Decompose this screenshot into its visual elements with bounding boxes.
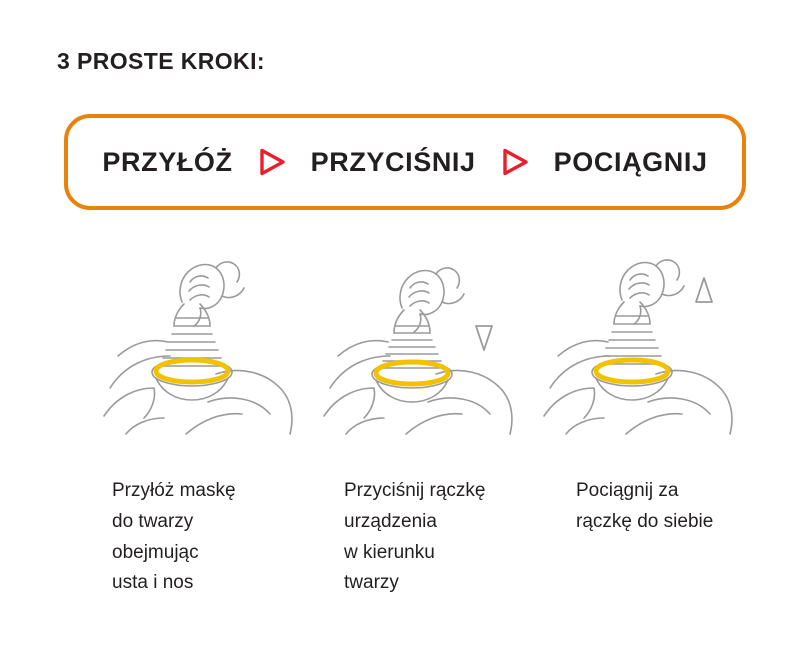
caption-line: w kierunku xyxy=(344,541,435,563)
caption-line: twarzy xyxy=(344,572,399,594)
illustration-step-1 xyxy=(90,238,310,443)
caption-line: do twarzy xyxy=(112,510,194,532)
play-triangle-icon xyxy=(498,145,532,179)
caption-line: Pociągnij za xyxy=(576,480,679,501)
step-label-3: POCIĄGNIJ xyxy=(553,146,708,177)
caption-line: Przyłóż maskę xyxy=(112,480,236,501)
illustration-step-2 xyxy=(310,238,530,443)
illustration-step-3 xyxy=(530,238,750,443)
caption-step-3 xyxy=(576,476,792,599)
caption-row xyxy=(112,476,792,599)
steps-banner xyxy=(64,114,746,210)
caption-line: urządzenia xyxy=(344,510,437,532)
play-triangle-icon xyxy=(255,145,289,179)
page-title: 3 PROSTE KROKI: xyxy=(57,48,265,74)
step-label-2: PRZYCIŚNIJ xyxy=(310,146,476,177)
caption-line: usta i nos xyxy=(112,572,194,594)
step-label-1: PRZYŁÓŻ xyxy=(102,146,233,177)
caption-line: obejmując xyxy=(112,541,199,563)
illustration-row xyxy=(90,238,750,443)
caption-step-1 xyxy=(112,476,344,599)
caption-line: Przyciśnij rączkę xyxy=(344,480,486,501)
caption-line: rączkę do siebie xyxy=(576,510,714,532)
caption-step-2 xyxy=(344,476,576,599)
